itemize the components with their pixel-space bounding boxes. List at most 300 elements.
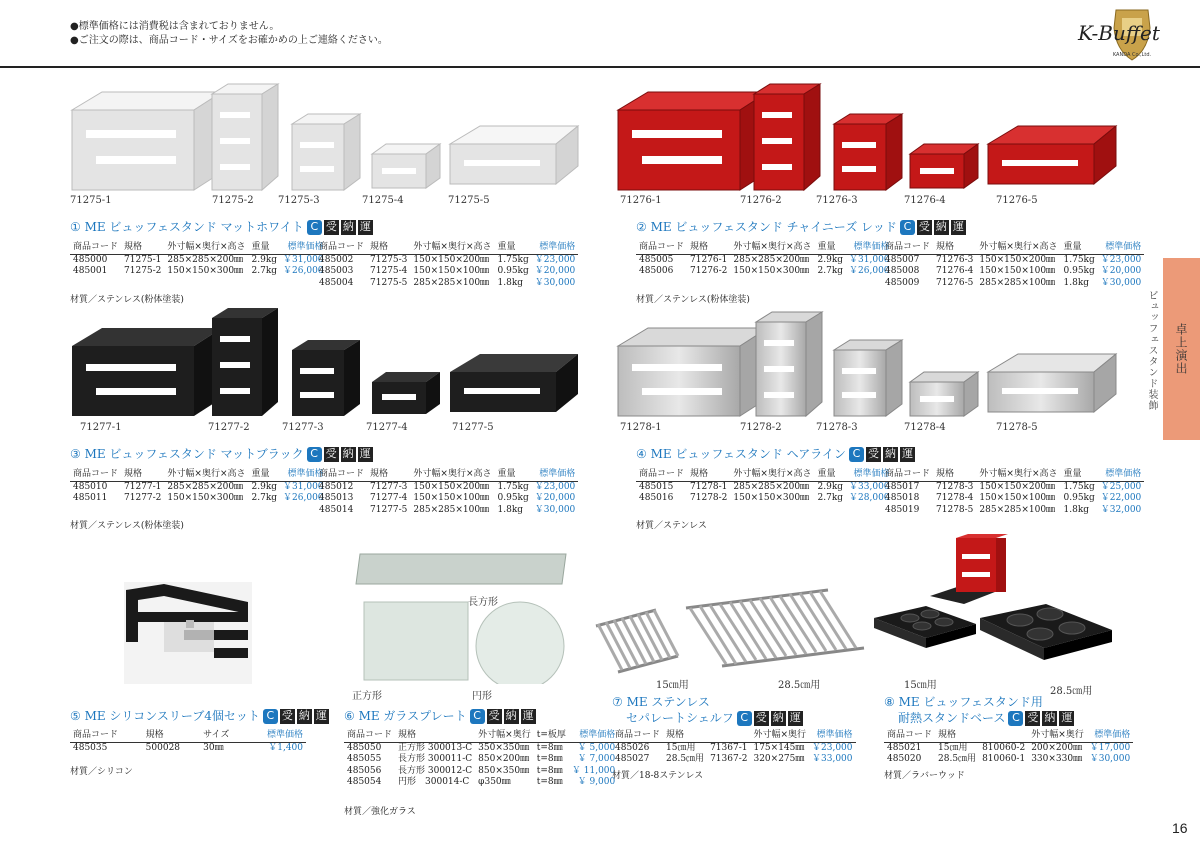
table-cell: 71277-2: [124, 493, 162, 504]
section-4-title-text: ④ ME ビュッフェスタンド ヘアライン: [636, 447, 846, 461]
table-cell: 1.75kg: [1063, 481, 1095, 492]
badge-u: 受: [325, 447, 337, 460]
badge-u: 受: [488, 709, 500, 722]
table-cell: 175×145㎜: [753, 742, 805, 753]
side-label: ビュッフェスタンド装飾: [1146, 290, 1157, 411]
column-header: [979, 730, 1028, 742]
stand-71277-5: [450, 354, 578, 412]
section-7-table: [612, 730, 856, 766]
section-3-title: [70, 446, 373, 462]
section-6-title: [344, 708, 536, 724]
section-2-table-right: [882, 242, 1144, 289]
section-6-table: [344, 730, 618, 789]
badge-u: 受: [1027, 711, 1039, 724]
price-cell: ￥30,000: [1089, 754, 1131, 765]
table-cell: 485017: [885, 481, 920, 492]
table-cell: 485004: [319, 277, 354, 288]
table-cell: 2.9kg: [251, 254, 278, 265]
table-header-row: [70, 242, 327, 254]
table-cell: 2.7kg: [817, 493, 844, 504]
table-row: [636, 493, 893, 505]
section-3-material: 材質／ステンレス(粉体塗装): [70, 521, 184, 531]
table-cell: 71277-3: [370, 481, 408, 492]
table-cell: 285×285×200㎜: [733, 254, 810, 265]
table-cell: 485056: [347, 765, 382, 776]
section-8-title-text: 耐熱スタンドベース: [898, 711, 1006, 725]
table-cell: 1.8kg: [1063, 277, 1090, 288]
table-cell: 485013: [319, 493, 354, 504]
price-cell: ￥26,000: [283, 493, 324, 504]
table-cell: 850×350㎜: [478, 765, 530, 776]
table-row: [70, 742, 306, 754]
table-cell: 485005: [639, 254, 674, 265]
separate-shelf-image: [592, 588, 868, 678]
table-cell: 485020: [887, 754, 922, 765]
label-glass-square: 正方形: [352, 691, 382, 702]
label-71277-4: 71277-4: [366, 422, 408, 433]
table-cell: 285×285×100㎜: [979, 504, 1056, 515]
label-glass-rect: 長方形: [468, 597, 498, 608]
table-row: [612, 742, 856, 754]
table-cell: 485001: [73, 266, 108, 277]
stand-71277-2: [212, 308, 278, 416]
table-row: [316, 493, 578, 505]
table-cell: 485010: [73, 481, 108, 492]
badge-u: 受: [918, 220, 930, 233]
column-header: 標準価格: [1087, 730, 1134, 742]
table-cell: 285×285×200㎜: [167, 254, 244, 265]
table-cell: 150×150×100㎜: [413, 493, 490, 504]
column-header: 外寸幅×奥行×高さ: [410, 242, 494, 254]
shelf-285: [686, 590, 864, 666]
table-cell: 285×285×200㎜: [167, 481, 244, 492]
column-header: 標準価格: [1098, 469, 1145, 481]
table-row: [882, 505, 1144, 517]
column-header: 商品コード: [636, 242, 687, 254]
table-cell: 2.7kg: [817, 266, 844, 277]
table-cell: 485026: [615, 742, 650, 753]
label-71278-5: 71278-5: [996, 422, 1038, 433]
table-row: [344, 766, 618, 778]
table-cell: 485008: [885, 266, 920, 277]
section-4-table-right: [882, 469, 1144, 516]
column-header: 重量: [249, 469, 281, 481]
table-cell: 71278-2: [690, 493, 728, 504]
table-cell: 71278-4: [936, 493, 974, 504]
price-cell: ￥31,000: [283, 481, 324, 492]
table-cell: 500028: [145, 742, 181, 753]
table-cell: 71278-5: [936, 504, 974, 515]
badge-n: 納: [342, 447, 354, 460]
badge-c: C: [307, 220, 322, 235]
badge-r: 運: [789, 711, 801, 724]
table-row: [882, 278, 1144, 290]
white-stands-image: [66, 82, 586, 194]
price-cell: ￥28,000: [849, 493, 890, 504]
badge-r: 運: [359, 447, 371, 460]
price-cell: ￥23,000: [812, 742, 853, 753]
table-cell: 0.95kg: [497, 266, 529, 277]
table-cell: 320×275㎜: [753, 754, 805, 765]
table-cell: 485054: [347, 777, 382, 788]
stand-71276-3: [834, 114, 902, 190]
badge-r: 運: [901, 447, 913, 460]
section-8: [884, 694, 1074, 726]
label-71278-3: 71278-3: [816, 422, 858, 433]
price-cell: ￥32,000: [1100, 504, 1142, 515]
table-cell: 71275-3: [370, 254, 408, 265]
column-header: 規格: [935, 730, 979, 742]
stand-71277-4: [372, 372, 440, 414]
label-71276-4: 71276-4: [904, 195, 946, 206]
badge-n: 納: [884, 447, 896, 460]
column-header: 標準価格: [809, 730, 856, 742]
table-row: [70, 266, 327, 278]
table-cell: 485000: [73, 254, 108, 265]
badge-r: 運: [315, 709, 327, 722]
table-row: [316, 481, 578, 493]
section-1: [70, 219, 373, 235]
label-71277-3: 71277-3: [282, 422, 324, 433]
price-cell: ￥20,000: [534, 493, 576, 504]
table-row: [344, 777, 618, 789]
column-header: 商品コード: [70, 730, 143, 742]
badge-c: C: [470, 709, 485, 724]
table-cell: 485002: [319, 254, 354, 265]
price-cell: ￥20,000: [534, 266, 576, 277]
table-cell: 485012: [319, 481, 354, 492]
table-cell: 200×200㎜: [1031, 742, 1083, 753]
column-header: 標準価格: [532, 469, 579, 481]
column-header: 外寸幅×奥行: [750, 730, 809, 742]
price-cell: ￥ 5,000: [577, 742, 616, 753]
table-cell: t=8㎜: [536, 765, 563, 776]
section-4-table-left: [636, 469, 893, 505]
column-header: 重量: [1061, 469, 1098, 481]
column-header: 規格: [933, 469, 976, 481]
stand-71277-3: [292, 340, 360, 416]
table-cell: 71277-5: [370, 504, 408, 515]
table-cell: 1.75kg: [1063, 254, 1095, 265]
section-6-material: 材質／強化ガラス: [344, 807, 416, 817]
table-cell: 485055: [347, 754, 382, 765]
table-cell: 285×285×100㎜: [413, 277, 490, 288]
price-cell: ￥ 11,000: [571, 765, 616, 776]
base-15: [874, 606, 976, 648]
table-row: [344, 742, 618, 754]
table-cell: 71276-1: [690, 254, 728, 265]
table-row: [612, 754, 856, 766]
section-3-table-left: [70, 469, 327, 505]
table-cell: 485027: [615, 754, 650, 765]
badge-n: 納: [772, 711, 784, 724]
price-cell: ￥20,000: [1100, 266, 1142, 277]
section-5-title: [70, 708, 329, 724]
badge-n: 納: [298, 709, 310, 722]
table-cell: 1.75kg: [497, 481, 529, 492]
table-cell: 285×285×200㎜: [733, 481, 810, 492]
stand-71275-4: [372, 144, 440, 188]
badge-n: 納: [1044, 711, 1056, 724]
table-cell: 485006: [639, 266, 674, 277]
badge-n: 納: [505, 709, 517, 722]
stand-71278-1: [618, 328, 768, 416]
table-header-row: [344, 730, 618, 742]
hairline-stands-image: [612, 310, 1132, 418]
price-cell: ￥ 9,000: [577, 777, 616, 788]
column-header: 標準価格: [1098, 242, 1145, 254]
silicone-sleeve-image: [124, 582, 252, 684]
section-7-title-line2: [612, 710, 803, 726]
label-71277-5: 71277-5: [452, 422, 494, 433]
column-header: 重量: [495, 242, 532, 254]
price-cell: ￥33,000: [812, 754, 853, 765]
price-cell: ￥1,400: [268, 742, 303, 753]
badge-r: 運: [359, 220, 371, 233]
column-header: 重量: [815, 469, 847, 481]
table-cell: 850×200㎜: [478, 754, 530, 765]
stand-71275-1: [72, 92, 222, 190]
table-cell: 71367-1: [710, 742, 748, 753]
table-cell: 71275-5: [370, 277, 408, 288]
table-cell: 485019: [885, 504, 920, 515]
section-5: [70, 708, 329, 724]
table-cell: 485016: [639, 493, 674, 504]
label-base-15: 15㎝用: [904, 680, 937, 691]
section-6: [344, 708, 536, 724]
label-base-285: 28.5㎝用: [1050, 686, 1093, 697]
column-header: 規格: [367, 242, 410, 254]
table-cell: 150×150×200㎜: [979, 481, 1056, 492]
section-4-material: 材質／ステンレス: [636, 521, 707, 531]
section-1-title-text: ① ME ビュッフェスタンド マットホワイト: [70, 220, 304, 234]
column-header: t=板厚: [534, 730, 569, 742]
column-header: 外寸幅×奥行×高さ: [976, 242, 1060, 254]
label-71275-2: 71275-2: [212, 195, 254, 206]
column-header: 規格: [121, 469, 164, 481]
table-row: [70, 254, 327, 266]
table-header-row: [316, 469, 578, 481]
section-2: [636, 219, 966, 235]
table-cell: 485015: [639, 481, 674, 492]
stand-71277-1: [72, 328, 222, 416]
section-7: [612, 694, 803, 726]
table-cell: 2.9kg: [817, 254, 844, 265]
section-3: [70, 446, 373, 462]
table-cell: 150×150×200㎜: [979, 254, 1056, 265]
column-header: 規格: [395, 730, 475, 742]
badge-c: C: [737, 711, 752, 726]
table-cell: 150×150×300㎜: [167, 266, 244, 277]
table-row: [316, 278, 578, 290]
table-cell: 810060-2: [982, 742, 1026, 753]
table-cell: 1.8kg: [497, 277, 524, 288]
column-header: 標準価格: [846, 242, 893, 254]
column-header: 商品コード: [70, 469, 121, 481]
section-6-title-text: ⑥ ME ガラスプレート: [344, 709, 467, 723]
table-cell: 71277-4: [370, 493, 408, 504]
column-header: 標準価格: [280, 242, 327, 254]
table-cell: 150×150×300㎜: [733, 266, 810, 277]
red-stands-image: [612, 82, 1132, 194]
table-cell: 2.9kg: [251, 481, 278, 492]
badge-r: 運: [952, 220, 964, 233]
badge-n: 納: [342, 220, 354, 233]
badge-c: C: [263, 709, 278, 724]
stand-71278-4: [910, 372, 978, 416]
table-cell: 0.95kg: [1063, 266, 1095, 277]
table-header-row: [882, 469, 1144, 481]
column-header: 標準価格: [280, 469, 327, 481]
table-cell: 150×150×200㎜: [413, 254, 490, 265]
section-2-table-left: [636, 242, 893, 278]
column-header: 外寸幅×奥行: [475, 730, 534, 742]
column-header: 外寸幅×奥行×高さ: [410, 469, 494, 481]
table-cell: 71276-2: [690, 266, 728, 277]
note-order: ●ご注文の際は、商品コード・サイズをお確かめの上ご連絡ください。: [70, 35, 388, 46]
category-tab: 卓上演出: [1163, 258, 1200, 440]
table-cell: 71276-4: [936, 266, 974, 277]
table-cell: 円形 300014-C: [398, 777, 470, 788]
column-header: 規格: [121, 242, 164, 254]
table-header-row: [316, 242, 578, 254]
section-8-table: [884, 730, 1133, 766]
label-71277-2: 71277-2: [208, 422, 250, 433]
section-8-title-line1: ⑧ ME ビュッフェスタンド用: [884, 695, 1043, 709]
column-header: 規格: [933, 242, 976, 254]
section-2-material: 材質／ステンレス(粉体塗装): [636, 295, 750, 305]
badge-r: 運: [1061, 711, 1073, 724]
section-7-title-line1: ⑦ ME ステンレス: [612, 695, 710, 709]
table-cell: 71278-3: [936, 481, 974, 492]
table-row: [70, 481, 327, 493]
brand-subtext: KANDA Co.,Ltd.: [1112, 52, 1152, 58]
badge-n: 納: [935, 220, 947, 233]
table-cell: 71276-5: [936, 277, 974, 288]
table-cell: 28.5㎝用: [938, 754, 977, 765]
table-row: [636, 266, 893, 278]
table-header-row: [70, 730, 306, 742]
table-cell: 30㎜: [203, 742, 224, 753]
badge-c: C: [1008, 711, 1023, 726]
label-71277-1: 71277-1: [80, 422, 122, 433]
badge-c: C: [307, 447, 322, 462]
table-cell: 1.75kg: [497, 254, 529, 265]
column-header: 規格: [687, 469, 730, 481]
table-cell: 1.8kg: [1063, 504, 1090, 515]
section-3-title-text: ③ ME ビュッフェスタンド マットブラック: [70, 447, 304, 461]
column-header: 規格: [663, 730, 707, 742]
stand-71275-3: [292, 114, 360, 190]
stand-71278-3: [834, 340, 902, 416]
label-shelf-285: 28.5㎝用: [778, 680, 821, 691]
table-row: [344, 754, 618, 766]
stand-71276-1: [618, 92, 768, 190]
table-header-row: [70, 469, 327, 481]
label-71275-5: 71275-5: [448, 195, 490, 206]
badge-u: 受: [281, 709, 293, 722]
column-header: 重量: [495, 469, 532, 481]
table-cell: 71275-4: [370, 266, 408, 277]
table-cell: 2.7kg: [251, 266, 278, 277]
price-cell: ￥23,000: [534, 254, 576, 265]
column-header: 商品コード: [882, 469, 933, 481]
column-header: 標準価格: [246, 730, 306, 742]
table-cell: 15㎝用: [666, 742, 696, 753]
table-cell: 15㎝用: [938, 742, 968, 753]
section-8-title-line2: [884, 710, 1074, 726]
section-2-title: [636, 219, 966, 235]
table-cell: 485014: [319, 504, 354, 515]
stand-71276-2: [754, 84, 820, 190]
column-header: 標準価格: [569, 730, 618, 742]
column-header: 外寸幅×奥行×高さ: [164, 242, 248, 254]
label-71275-1: 71275-1: [70, 195, 112, 206]
shelf-15: [596, 610, 678, 672]
table-cell: 150×150×100㎜: [979, 266, 1056, 277]
column-header: 商品コード: [316, 469, 367, 481]
price-cell: ￥30,000: [534, 504, 576, 515]
red-stand-on-base: [930, 534, 1008, 604]
badge-u: 受: [867, 447, 879, 460]
column-header: 規格: [367, 469, 410, 481]
section-5-title-text: ⑤ ME シリコンスリーブ4個セット: [70, 709, 260, 723]
price-cell: ￥22,000: [1100, 493, 1142, 504]
price-cell: ￥31,000: [849, 254, 890, 265]
section-4-title: [636, 446, 915, 462]
stand-71275-2: [212, 84, 278, 190]
table-row: [316, 266, 578, 278]
table-cell: 28.5㎝用: [666, 754, 705, 765]
table-row: [316, 505, 578, 517]
column-header: サイズ: [200, 730, 246, 742]
badge-r: 運: [522, 709, 534, 722]
price-cell: ￥23,000: [534, 481, 576, 492]
header-rule: [0, 66, 1200, 68]
table-cell: 150×150×300㎜: [167, 493, 244, 504]
table-header-row: [884, 730, 1133, 742]
column-header: 商品コード: [344, 730, 395, 742]
column-header: 商品コード: [882, 242, 933, 254]
table-header-row: [612, 730, 856, 742]
stand-71278-2: [756, 312, 822, 416]
table-row: [882, 266, 1144, 278]
table-cell: 485021: [887, 742, 922, 753]
section-5-table: [70, 730, 306, 754]
section-5-material: 材質／シリコン: [70, 767, 133, 777]
stand-71278-5: [988, 354, 1116, 412]
column-header: 商品コード: [884, 730, 935, 742]
table-cell: 485050: [347, 742, 382, 753]
label-71278-4: 71278-4: [904, 422, 946, 433]
table-header-row: [636, 469, 893, 481]
column-header: [707, 730, 750, 742]
column-header: 重量: [249, 242, 281, 254]
label-71276-1: 71276-1: [620, 195, 662, 206]
table-cell: 485018: [885, 493, 920, 504]
stand-base-image: [870, 534, 1116, 680]
table-row: [636, 481, 893, 493]
table-cell: 485035: [73, 742, 108, 753]
table-cell: 0.95kg: [497, 493, 529, 504]
column-header: 重量: [1061, 242, 1098, 254]
table-header-row: [882, 242, 1144, 254]
table-cell: 350×350㎜: [478, 742, 530, 753]
black-stands-image: [66, 306, 586, 418]
label-71278-2: 71278-2: [740, 422, 782, 433]
table-cell: 71277-1: [124, 481, 162, 492]
table-cell: 71367-2: [710, 754, 748, 765]
